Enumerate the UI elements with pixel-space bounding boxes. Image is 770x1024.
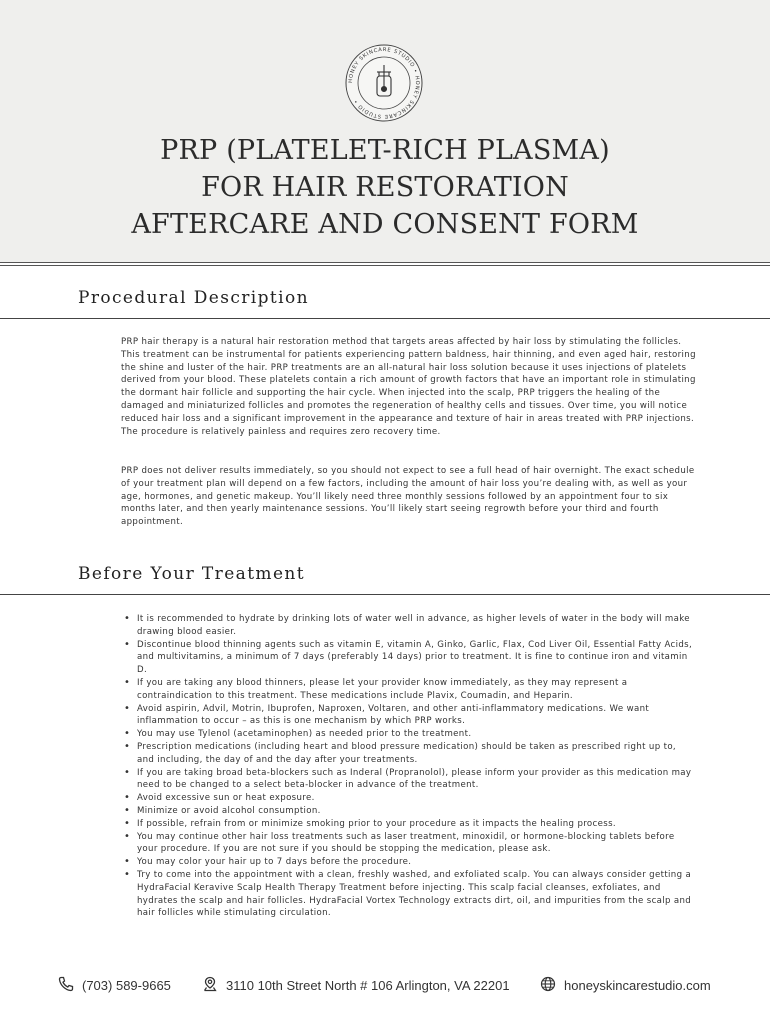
before-treatment-list <box>121 613 696 920</box>
list-item: • If you are taking broad beta-blockers such as Inderal (Propranolol), please inform your provider as this medication may need to be changed to a select beta-blocker in advance of the treatment. <box>121 767 696 793</box>
title-line-3: AFTERCARE AND CONSENT FORM <box>131 209 639 240</box>
website-url: honeyskincarestudio.com <box>564 978 711 993</box>
before-treatment-heading: Before Your Treatment <box>78 564 305 584</box>
list-item: • Discontinue blood thinning agents such as vitamin E, vitamin A, Ginko, Garlic, Flax, Cod Liver Oil, Essential Fatty Acids, and multivitamins, a minimum of 7 days (preferably 14 days) prior to treatment. It is fine to continue iron and vitamin D. <box>121 639 696 677</box>
header-banner <box>0 0 770 263</box>
logo-ring-text: HONEY SKINCARE STUDIO • HONEY SKINCARE STUDIO • <box>347 46 421 120</box>
procedural-paragraph-2: PRP does not deliver results immediately, so you should not expect to see a full head of hair overnight. The exact schedule of your treatment plan will depend on a few factors, including the amount of hair loss you’re dealing with, as well as your age, hormones, and genetic makeup. You’ll likely need three monthly sessions followed by an appointment four to six months later, and then yearly maintenance sessions. You’ll likely start seeing regrowth before your third and fourth appointment. <box>121 466 695 528</box>
list-item: • Prescription medications (including heart and blood pressure medication) should be taken as prescribed right up to, and including, the day of and the day after your treatments. <box>121 741 696 767</box>
section-divider <box>0 318 770 319</box>
procedural-description-heading: Procedural Description <box>78 288 309 308</box>
location-pin-icon <box>202 976 226 995</box>
procedural-paragraph-1: PRP hair therapy is a natural hair restoration method that targets areas affected by hair loss by stimulating the follicles. This treatment can be instrumental for patients experiencing pattern baldness, hair thinning, and even aged hair, restoring the shine and luster of the hair. PRP treatments are an all-natural hair loss solution because it uses injections of platelets derived from your blood. These platelets contain a rich amount of growth factors that have an important role in stimulating the dormant hair follicle and supporting the hair cycle. When injected into the scalp, PRP triggers the healing of the damaged and miniaturized follicles and promotes the regeneration of healthy cells and tissues. Over time, you will notice reduced hair loss and a significant improvement in the appearance and texture of hair in areas treated with PRP injections. The procedure is relatively painless and requires zero recovery time. <box>121 337 696 437</box>
footer-phone[interactable] <box>58 976 171 995</box>
list-item: • Avoid aspirin, Advil, Motrin, Ibuprofen, Naproxen, Voltaren, and other anti-inflammatory medications. We want inflammation to occur – as this is one mechanism by which PRP works. <box>121 703 696 729</box>
globe-icon <box>540 976 564 995</box>
list-item: • Avoid excessive sun or heat exposure. <box>121 792 696 805</box>
list-item: • Minimize or avoid alcohol consumption. <box>121 805 696 818</box>
list-item: • If possible, refrain from or minimize smoking prior to your procedure as it impacts the healing process. <box>121 818 696 831</box>
footer-address[interactable] <box>202 976 510 995</box>
title-line-2: FOR HAIR RESTORATION <box>201 172 569 203</box>
list-item: • You may continue other hair loss treatments such as laser treatment, minoxidil, or hormone-blocking tablets before your procedure. If you are not sure if you should be stopping the medication, please ask. <box>121 831 696 857</box>
phone-number: (703) 589-9665 <box>82 978 171 993</box>
honey-jar-seal-icon <box>344 43 424 123</box>
list-item: • You may color your hair up to 7 days before the procedure. <box>121 856 696 869</box>
list-item: • You may use Tylenol (acetaminophen) as needed prior to the treatment. <box>121 728 696 741</box>
footer-contact-bar <box>0 972 770 998</box>
phone-icon <box>58 976 82 995</box>
section-divider <box>0 594 770 595</box>
footer-website[interactable] <box>540 976 711 995</box>
list-item: • Try to come into the appointment with a clean, freshly washed, and exfoliated scalp. You can always consider getting a HydraFacial Keravive Scalp Health Therapy Treatment before injecting. This scalp facial cleanses, exfoliates, and hydrates the scalp and hair follicles. HydraFacial Vortex Technology extracts dirt, oil, and impurities from the scalp and hair follicles while stimulating circulation. <box>121 869 696 920</box>
document-title <box>0 132 770 243</box>
list-item: • It is recommended to hydrate by drinking lots of water well in advance, as higher levels of water in the body will make drawing blood easier. <box>121 613 696 639</box>
list-item: • If you are taking any blood thinners, please let your provider know immediately, as they may represent a contraindication to this treatment. These medications include Plavix, Coumadin, and Heparin. <box>121 677 696 703</box>
title-line-1: PRP (PLATELET-RICH PLASMA) <box>160 135 610 166</box>
street-address: 3110 10th Street North # 106 Arlington, VA 22201 <box>226 978 510 993</box>
